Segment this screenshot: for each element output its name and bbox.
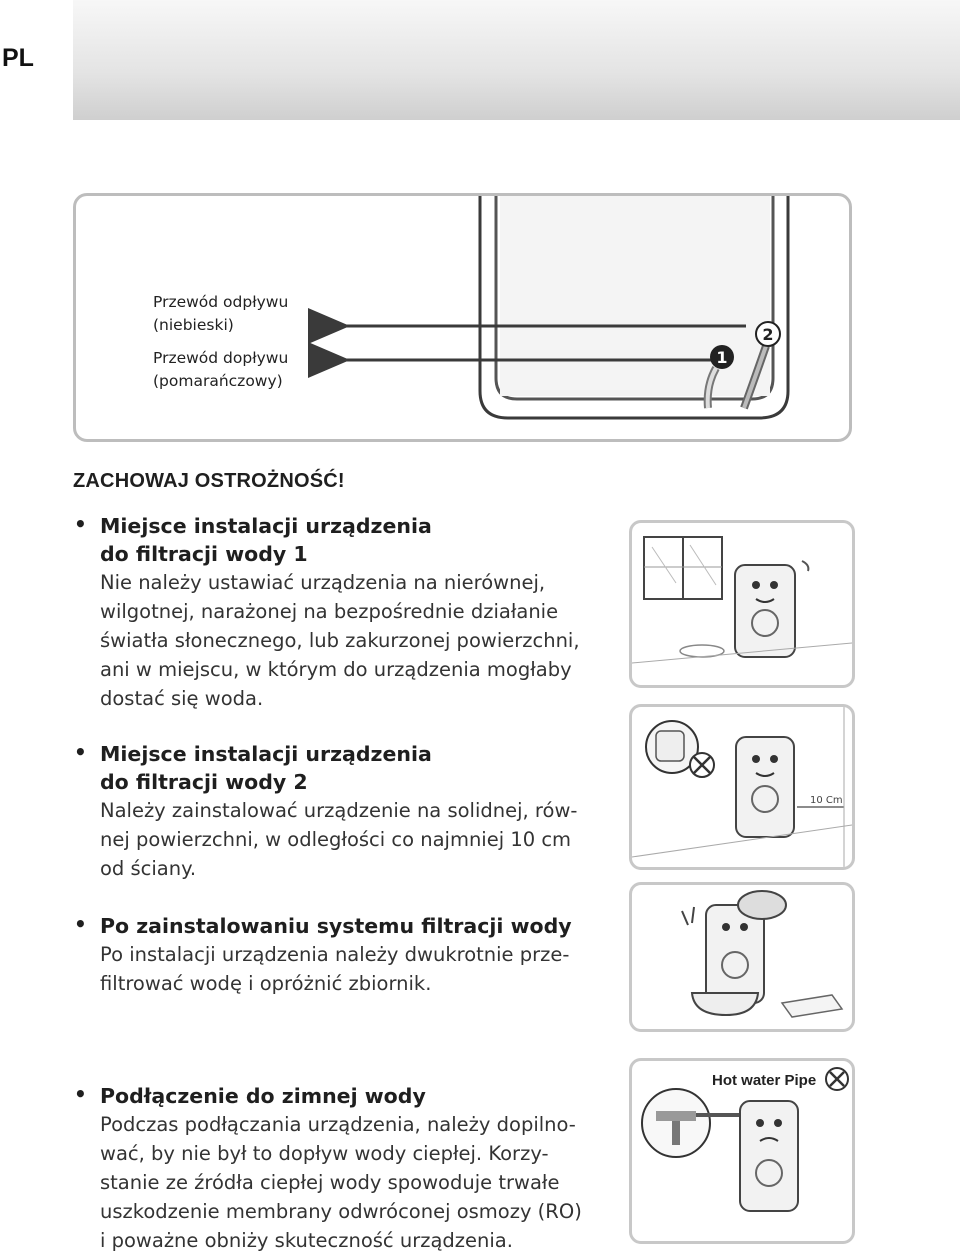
section-title: Miejsce instalacji urządzenia do filtracji wody 1: [100, 514, 432, 566]
bullet: •: [74, 740, 87, 764]
header-band: [73, 0, 960, 120]
distance-label: 10 Cm: [810, 795, 843, 806]
section-installation-1: [74, 512, 614, 713]
hose-diagram: [73, 193, 852, 442]
caution-heading: ZACHOWAJ OSTROŻNOŚĆ!: [73, 470, 345, 492]
illustration-distance-from-wall: [629, 704, 855, 870]
section-installation-2: [74, 740, 614, 883]
illustration-drain-tank: [629, 882, 855, 1032]
language-code: PL: [2, 44, 34, 72]
bullet: •: [74, 1082, 87, 1106]
marker-1-badge: [710, 345, 734, 369]
illustration-wet-sunny-location: [629, 520, 855, 688]
section-body: Podczas podłączania urządzenia, należy dopilno- wać, by nie był to dopływ wody ciepłej. Korzy- stanie ze źródła ciepłej wody spowoduje trwałe uszkodzenie membrany odwróconej osmozy (RO) i poważne obniży skuteczność urządzenia.: [100, 1113, 582, 1252]
section-body: Po instalacji urządzenia należy dwukrotnie prze- filtrować wodę i opróżnić zbiornik.: [100, 943, 570, 995]
outflow-hose-label: Przewód odpływu (niebieski): [153, 293, 289, 334]
illustration-hot-water-pipe: [629, 1058, 855, 1244]
inflow-hose-label: Przewód dopływu (pomarańczowy): [153, 349, 289, 390]
section-body: Nie należy ustawiać urządzenia na nierównej, wilgotnej, narażonej na bezpośrednie działanie światła słonecznego, lub zakurzonej powierzchni, ani w miejscu, w którym do urządzenia mogłaby dostać się woda.: [100, 571, 580, 710]
section-after-install: [74, 912, 614, 998]
section-title: Miejsce instalacji urządzenia do filtracji wody 2: [100, 742, 432, 794]
marker-2-badge: [756, 322, 780, 346]
hot-water-pipe-label: Hot water Pipe: [712, 1072, 817, 1089]
section-cold-water: [74, 1082, 614, 1255]
bullet: •: [74, 912, 87, 936]
section-body: Należy zainstalować urządzenie na solidnej, rów- nej powierzchni, w odległości co najmniej 10 cm od ściany.: [100, 799, 578, 880]
svg-text:1: 1: [716, 348, 728, 367]
svg-text:2: 2: [762, 325, 774, 344]
section-title: Podłączenie do zimnej wody: [100, 1084, 426, 1108]
section-title: Po zainstalowaniu systemu filtracji wody: [100, 914, 572, 938]
bullet: •: [74, 512, 87, 536]
